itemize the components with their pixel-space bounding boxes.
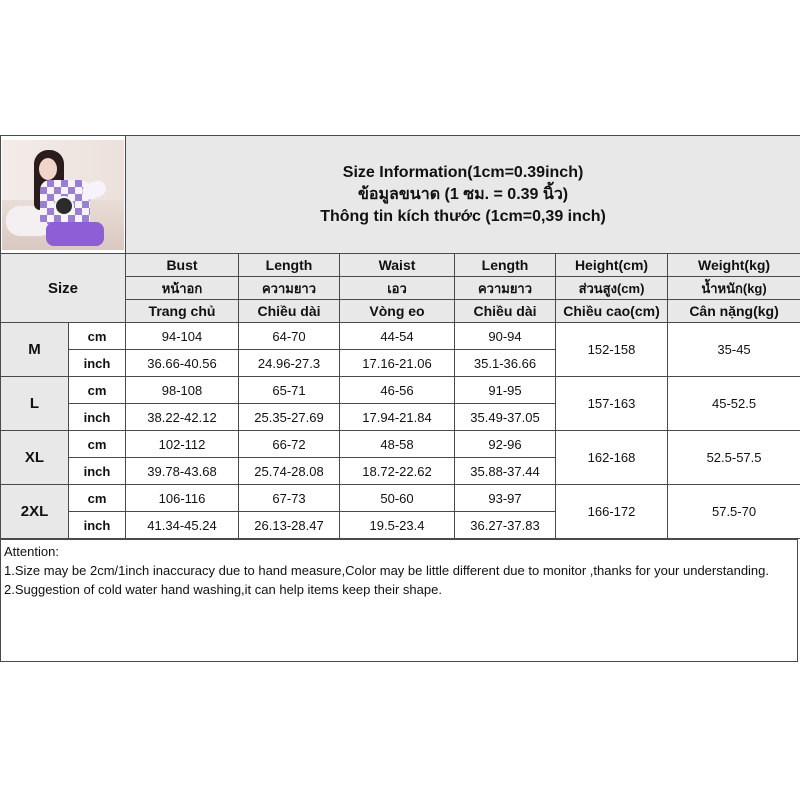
model-photo bbox=[2, 140, 124, 250]
height-cell: 162-168 bbox=[556, 431, 668, 485]
bust-cell: 98-108 bbox=[126, 377, 239, 404]
size-label-l: L bbox=[1, 377, 69, 431]
length-cell: 66-72 bbox=[239, 431, 340, 458]
height-header-en: Height(cm) bbox=[556, 254, 668, 277]
length-header-en: Length bbox=[239, 254, 340, 277]
waist-header-th: เอว bbox=[340, 277, 455, 300]
length2-header-vi: Chiều dài bbox=[455, 300, 556, 323]
length-cell: 67-73 bbox=[239, 485, 340, 512]
size-table bbox=[0, 135, 800, 539]
length-cell: 26.13-28.47 bbox=[239, 512, 340, 539]
size-label-xl: XL bbox=[1, 431, 69, 485]
title-english: Size Information(1cm=0.39inch) bbox=[342, 163, 584, 181]
bust-header-en: Bust bbox=[126, 254, 239, 277]
unit-cell: cm bbox=[69, 377, 126, 404]
bust-cell: 36.66-40.56 bbox=[126, 350, 239, 377]
length-cell: 24.96-27.3 bbox=[239, 350, 340, 377]
notes-heading: Attention: bbox=[4, 544, 59, 559]
weight-cell: 52.5-57.5 bbox=[668, 431, 800, 485]
attention-notes bbox=[0, 539, 798, 662]
table-row bbox=[1, 485, 800, 512]
weight-cell: 57.5-70 bbox=[668, 485, 800, 539]
title-thai: ข้อมูลขนาด (1 ซม. = 0.39 นิ้ว) bbox=[357, 185, 569, 203]
bust-header-vi: Trang chủ bbox=[126, 300, 239, 323]
length2-cell: 90-94 bbox=[455, 323, 556, 350]
length2-cell: 91-95 bbox=[455, 377, 556, 404]
length-header-vi: Chiều dài bbox=[239, 300, 340, 323]
unit-cell: cm bbox=[69, 485, 126, 512]
waist-cell: 18.72-22.62 bbox=[340, 458, 455, 485]
height-header-vi: Chiều cao(cm) bbox=[556, 300, 668, 323]
length-cell: 25.74-28.08 bbox=[239, 458, 340, 485]
table-row bbox=[1, 431, 800, 458]
waist-cell: 50-60 bbox=[340, 485, 455, 512]
size-label-m: M bbox=[1, 323, 69, 377]
length-cell: 65-71 bbox=[239, 377, 340, 404]
weight-header-vi: Cân nặng(kg) bbox=[668, 300, 800, 323]
waist-cell: 19.5-23.4 bbox=[340, 512, 455, 539]
waist-cell: 48-58 bbox=[340, 431, 455, 458]
unit-cell: cm bbox=[69, 431, 126, 458]
length-header-th: ความยาว bbox=[239, 277, 340, 300]
size-label-2xl: 2XL bbox=[1, 485, 69, 539]
waist-cell: 46-56 bbox=[340, 377, 455, 404]
title-vietnamese: Thông tin kích thước (1cm=0,39 inch) bbox=[320, 207, 606, 225]
height-cell: 152-158 bbox=[556, 323, 668, 377]
waist-header-vi: Vòng eo bbox=[340, 300, 455, 323]
weight-header-th: น้ำหนัก(kg) bbox=[668, 277, 800, 300]
bust-header-th: หน้าอก bbox=[126, 277, 239, 300]
table-row bbox=[1, 323, 800, 350]
size-chart bbox=[0, 135, 800, 539]
weight-cell: 45-52.5 bbox=[668, 377, 800, 431]
table-row bbox=[1, 377, 800, 404]
height-cell: 157-163 bbox=[556, 377, 668, 431]
bust-cell: 102-112 bbox=[126, 431, 239, 458]
length2-cell: 93-97 bbox=[455, 485, 556, 512]
length2-cell: 92-96 bbox=[455, 431, 556, 458]
notes-line-2: 2.Suggestion of cold water hand washing,it can help items keep their shape. bbox=[4, 582, 442, 597]
size-header: Size bbox=[1, 254, 126, 323]
bust-cell: 39.78-43.68 bbox=[126, 458, 239, 485]
waist-cell: 17.94-21.84 bbox=[340, 404, 455, 431]
length2-cell: 35.1-36.66 bbox=[455, 350, 556, 377]
length2-header-th: ความยาว bbox=[455, 277, 556, 300]
unit-cell: cm bbox=[69, 323, 126, 350]
weight-header-en: Weight(kg) bbox=[668, 254, 800, 277]
length2-header-en: Length bbox=[455, 254, 556, 277]
bust-cell: 106-116 bbox=[126, 485, 239, 512]
unit-cell: inch bbox=[69, 350, 126, 377]
length-cell: 25.35-27.69 bbox=[239, 404, 340, 431]
length-cell: 64-70 bbox=[239, 323, 340, 350]
unit-cell: inch bbox=[69, 458, 126, 485]
length2-cell: 35.49-37.05 bbox=[455, 404, 556, 431]
bust-cell: 38.22-42.12 bbox=[126, 404, 239, 431]
length2-cell: 35.88-37.44 bbox=[455, 458, 556, 485]
weight-cell: 35-45 bbox=[668, 323, 800, 377]
product-photo-cell bbox=[1, 136, 126, 254]
unit-cell: inch bbox=[69, 512, 126, 539]
length2-cell: 36.27-37.83 bbox=[455, 512, 556, 539]
height-header-th: ส่วนสูง(cm) bbox=[556, 277, 668, 300]
bust-cell: 41.34-45.24 bbox=[126, 512, 239, 539]
size-info-title bbox=[126, 136, 800, 254]
waist-cell: 44-54 bbox=[340, 323, 455, 350]
waist-header-en: Waist bbox=[340, 254, 455, 277]
waist-cell: 17.16-21.06 bbox=[340, 350, 455, 377]
bust-cell: 94-104 bbox=[126, 323, 239, 350]
notes-line-1: 1.Size may be 2cm/1inch inaccuracy due to hand measure,Color may be little different due to monitor ,thanks for your understanding. bbox=[4, 563, 770, 578]
height-cell: 166-172 bbox=[556, 485, 668, 539]
unit-cell: inch bbox=[69, 404, 126, 431]
